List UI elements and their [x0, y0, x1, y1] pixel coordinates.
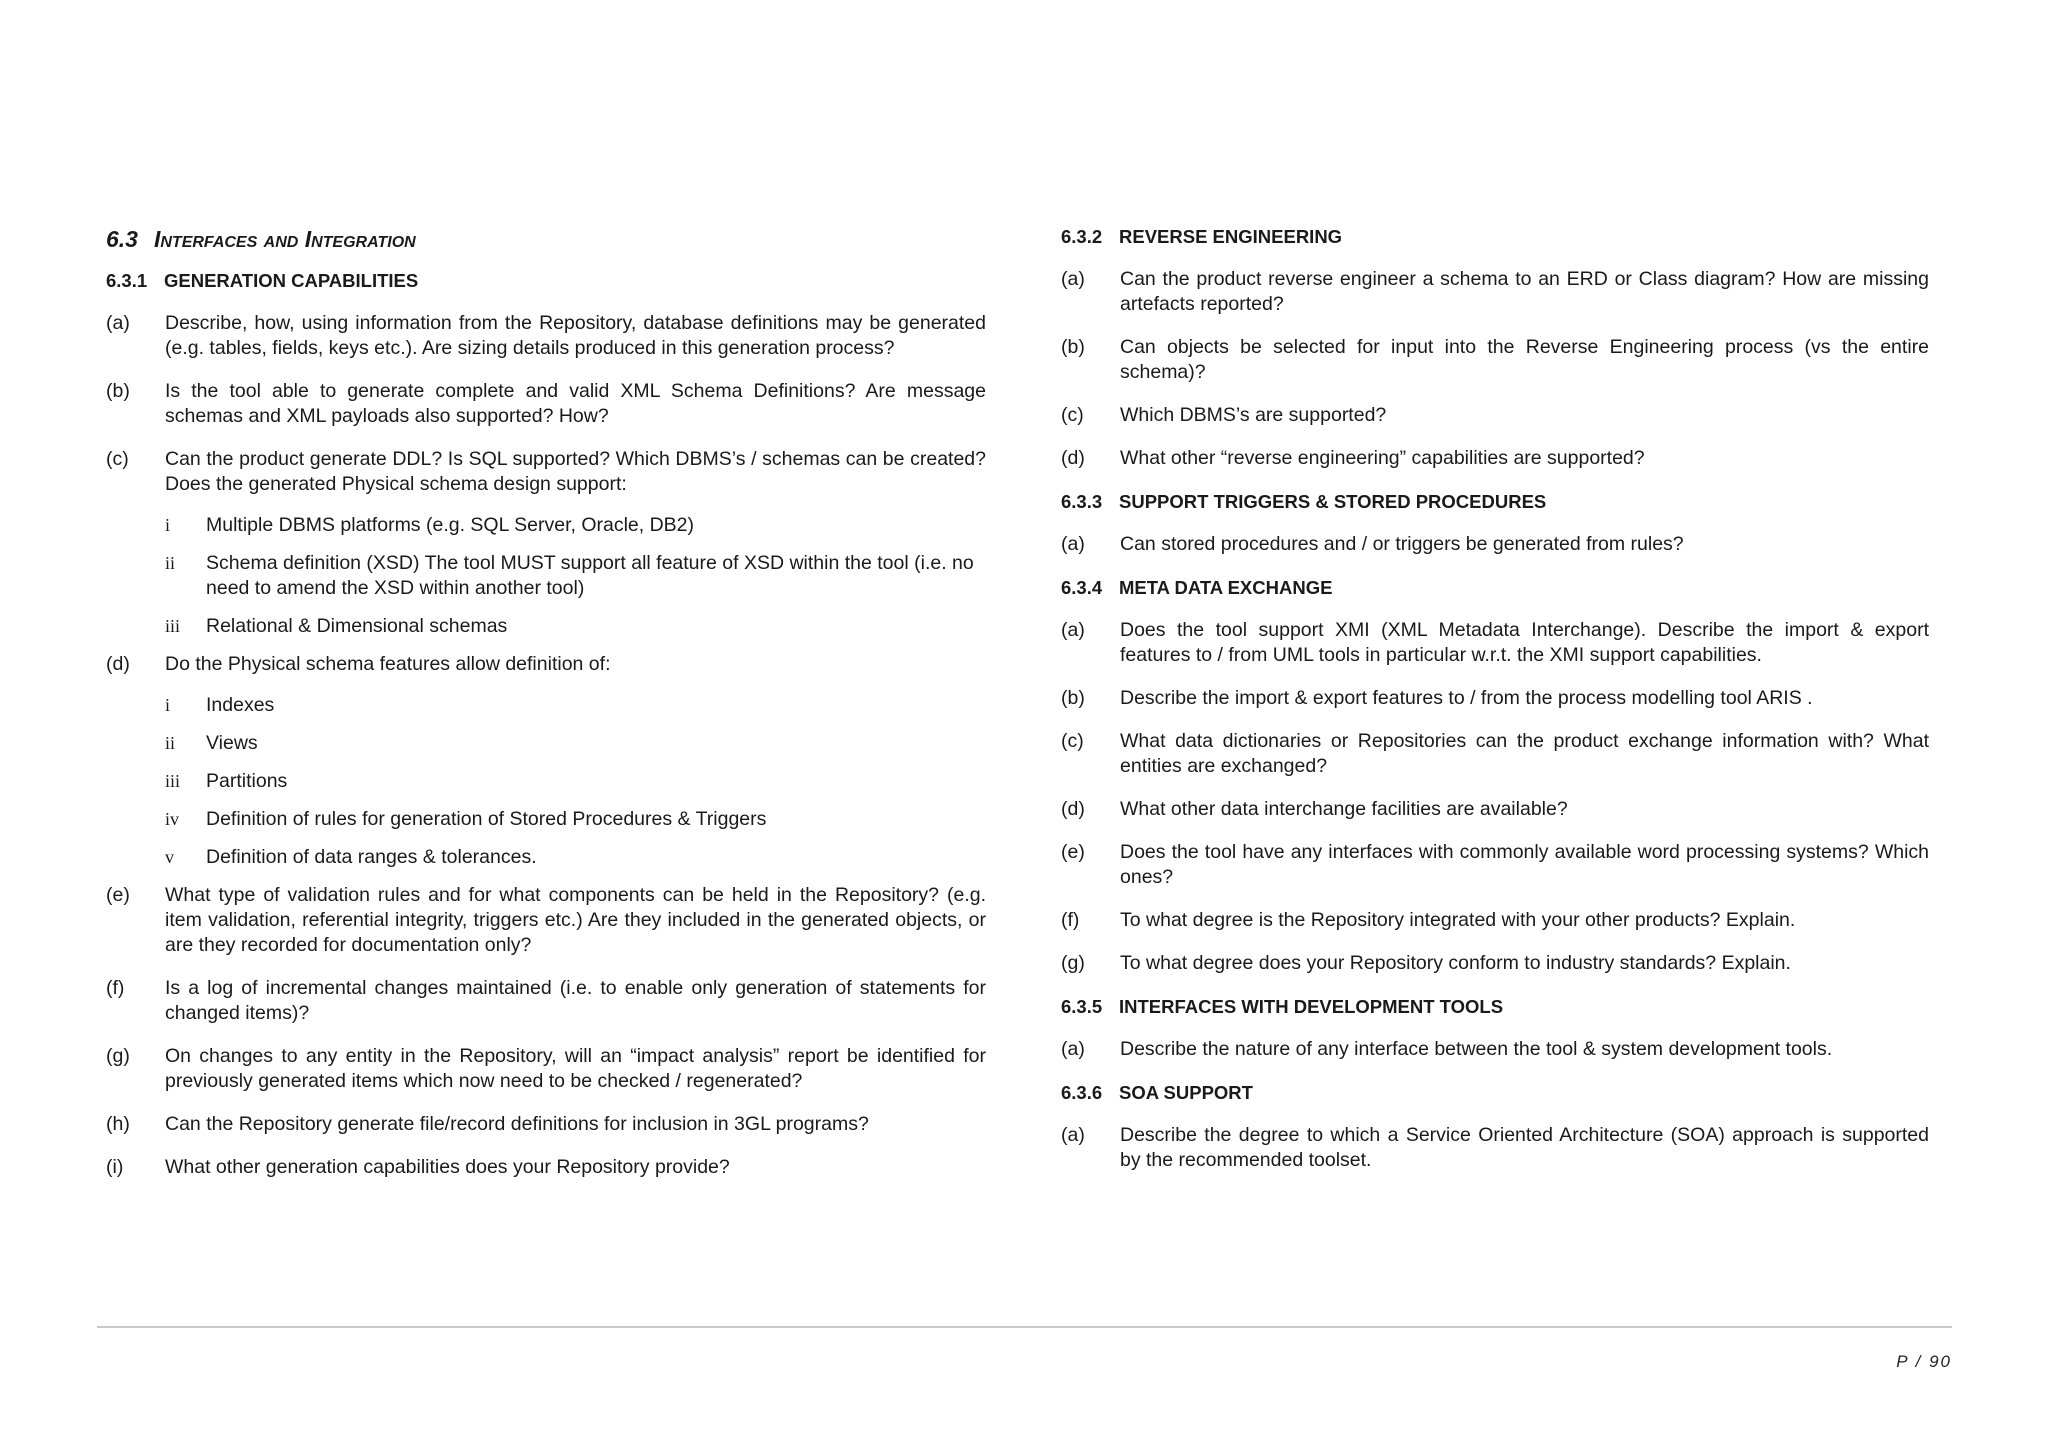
item-text: Can the product generate DDL? Is SQL supported? Which DBMS’s / schemas can be created? Does the generated Physical schema design support:	[165, 448, 986, 495]
sub-item-list	[106, 693, 986, 870]
sub-item-marker: v	[165, 847, 174, 867]
question-item	[1061, 618, 1929, 668]
item-marker: (a)	[1061, 1038, 1085, 1060]
subsection-heading	[1061, 1080, 1929, 1105]
item-marker: (c)	[1061, 730, 1084, 752]
item-text: What data dictionaries or Repositories can the product exchange information with? What entities are exchanged?	[1120, 730, 1929, 777]
item-text: What type of validation rules and for what components can be held in the Repository? (e.g. item validation, referential integrity, triggers etc.) Are they included in the generated objects, or are they recorded for documentation only?	[165, 884, 986, 956]
question-item	[1061, 267, 1929, 317]
item-text: Which DBMS’s are supported?	[1120, 404, 1387, 426]
question-item	[106, 447, 986, 497]
subsection-number: 6.3.1	[106, 270, 148, 291]
item-text: Does the tool have any interfaces with commonly available word processing systems? Which ones?	[1120, 841, 1929, 888]
question-item	[106, 976, 986, 1026]
item-marker: (a)	[1061, 1124, 1085, 1146]
item-text: Is the tool able to generate complete and valid XML Schema Definitions? Are message schemas and XML payloads also supported? How?	[165, 380, 986, 427]
sub-item-marker: i	[165, 695, 171, 715]
sub-item-text: Indexes	[206, 694, 275, 716]
sub-item-text: Definition of data ranges & tolerances.	[206, 846, 537, 868]
sub-item-text: Schema definition (XSD) The tool MUST support all feature of XSD within the tool (i.e. no need to amend the XSD within another tool)	[206, 552, 974, 599]
sub-item	[165, 845, 986, 870]
section-title: Interfaces and Integration	[153, 226, 416, 252]
question-item	[1061, 729, 1929, 779]
question-list	[106, 311, 986, 1180]
subsection-title: REVERSE ENGINEERING	[1119, 226, 1343, 247]
item-marker: (d)	[1061, 798, 1085, 820]
item-text: Describe the degree to which a Service Oriented Architecture (SOA) approach is supported by the recommended toolset.	[1120, 1124, 1929, 1171]
subsection-number: 6.3.5	[1061, 996, 1103, 1017]
subsection-heading	[1061, 994, 1929, 1019]
item-text: What other generation capabilities does your Repository provide?	[165, 1156, 730, 1178]
sub-item-text: Partitions	[206, 770, 288, 792]
question-item	[1061, 951, 1929, 976]
sub-item-marker: ii	[165, 553, 176, 573]
item-text: What other data interchange facilities are available?	[1120, 798, 1568, 820]
item-marker: (a)	[1061, 268, 1085, 290]
subsection-title: SOA SUPPORT	[1119, 1082, 1253, 1103]
sub-item-text: Multiple DBMS platforms (e.g. SQL Server, Oracle, DB2)	[206, 514, 695, 536]
item-text: Do the Physical schema features allow definition of:	[165, 653, 611, 675]
sub-item	[165, 731, 986, 756]
item-text: On changes to any entity in the Repository, will an “impact analysis” report be identified for previously generated items which now need to be checked / regenerated?	[165, 1045, 986, 1092]
item-marker: (b)	[106, 380, 130, 402]
sub-item	[165, 614, 986, 639]
question-item	[1061, 797, 1929, 822]
item-marker: (d)	[1061, 447, 1085, 469]
question-item	[1061, 908, 1929, 933]
sub-item-text: Views	[206, 732, 258, 754]
item-marker: (a)	[1061, 619, 1085, 641]
subsection-title: GENERATION CAPABILITIES	[164, 270, 419, 291]
subsection-heading	[1061, 224, 1929, 249]
item-marker: (d)	[106, 653, 130, 675]
question-item	[106, 1112, 986, 1137]
item-marker: (a)	[1061, 533, 1085, 555]
item-text: Can objects be selected for input into the Reverse Engineering process (vs the entire schema)?	[1120, 336, 1929, 383]
section-heading	[106, 224, 986, 254]
item-text: Can the Repository generate file/record definitions for inclusion in 3GL programs?	[165, 1113, 869, 1135]
item-marker: (i)	[106, 1156, 124, 1178]
item-text: To what degree is the Repository integrated with your other products? Explain.	[1120, 909, 1796, 931]
subsection-number: 6.3.3	[1061, 491, 1103, 512]
right-column	[1061, 224, 1929, 1191]
question-item	[106, 379, 986, 429]
question-item	[1061, 686, 1929, 711]
sub-item	[165, 807, 986, 832]
item-text: Describe the import & export features to / from the process modelling tool ARIS .	[1120, 687, 1813, 709]
subsection-heading	[1061, 489, 1929, 514]
item-text: Describe the nature of any interface between the tool & system development tools.	[1120, 1038, 1833, 1060]
sub-item-text: Relational & Dimensional schemas	[206, 615, 508, 637]
subsection-heading	[1061, 575, 1929, 600]
item-marker: (f)	[1061, 909, 1080, 931]
item-marker: (g)	[1061, 952, 1085, 974]
sub-item	[165, 513, 986, 538]
question-item	[1061, 335, 1929, 385]
item-marker: (b)	[1061, 336, 1085, 358]
item-marker: (e)	[1061, 841, 1085, 863]
sub-item	[165, 769, 986, 794]
question-item	[1061, 446, 1929, 471]
left-column	[106, 224, 986, 1198]
question-item	[1061, 840, 1929, 890]
item-text: Does the tool support XMI (XML Metadata Interchange). Describe the import & export features to / from UML tools in particular w.r.t. the XMI support capabilities.	[1120, 619, 1929, 666]
subsection-title: INTERFACES WITH DEVELOPMENT TOOLS	[1119, 996, 1504, 1017]
question-item	[106, 311, 986, 361]
item-marker: (c)	[106, 448, 129, 470]
subsection-title: META DATA EXCHANGE	[1119, 577, 1333, 598]
item-text: Can stored procedures and / or triggers be generated from rules?	[1120, 533, 1684, 555]
item-marker: (f)	[106, 977, 125, 999]
item-text: Is a log of incremental changes maintained (i.e. to enable only generation of statements for changed items)?	[165, 977, 986, 1024]
item-marker: (b)	[1061, 687, 1085, 709]
item-marker: (e)	[106, 884, 130, 906]
question-item	[106, 1155, 986, 1180]
subsection-number: 6.3.4	[1061, 577, 1103, 598]
section-number: 6.3	[106, 226, 138, 252]
subsection-number: 6.3.2	[1061, 226, 1103, 247]
item-marker: (a)	[106, 312, 130, 334]
subsection-heading	[106, 268, 986, 293]
item-text: What other “reverse engineering” capabilities are supported?	[1120, 447, 1645, 469]
item-marker: (c)	[1061, 404, 1084, 426]
footer-divider	[97, 1326, 1952, 1328]
sub-item-text: Definition of rules for generation of Stored Procedures & Triggers	[206, 808, 767, 830]
sub-item-marker: i	[165, 515, 171, 535]
page-number: P / 90	[1896, 1352, 1952, 1371]
item-text: To what degree does your Repository conform to industry standards? Explain.	[1120, 952, 1791, 974]
sub-item	[165, 693, 986, 718]
item-text: Describe, how, using information from the Repository, database definitions may be generated (e.g. tables, fields, keys etc.). Are sizing details produced in this generation process?	[165, 312, 986, 359]
sub-item-marker: iii	[165, 616, 181, 636]
question-item	[1061, 1123, 1929, 1173]
sub-item-marker: iii	[165, 771, 181, 791]
sub-item-list	[106, 513, 986, 639]
question-item	[1061, 403, 1929, 428]
question-item	[1061, 1037, 1929, 1062]
question-item	[106, 652, 986, 677]
subsection-title: SUPPORT TRIGGERS & STORED PROCEDURES	[1119, 491, 1547, 512]
question-item	[106, 1044, 986, 1094]
item-text: Can the product reverse engineer a schema to an ERD or Class diagram? How are missing artefacts reported?	[1120, 268, 1929, 315]
sub-item-marker: iv	[165, 809, 180, 829]
sub-item-marker: ii	[165, 733, 176, 753]
subsection-number: 6.3.6	[1061, 1082, 1103, 1103]
question-item	[106, 883, 986, 958]
question-item	[1061, 532, 1929, 557]
item-marker: (g)	[106, 1045, 130, 1067]
sub-item	[165, 551, 986, 601]
item-marker: (h)	[106, 1113, 130, 1135]
